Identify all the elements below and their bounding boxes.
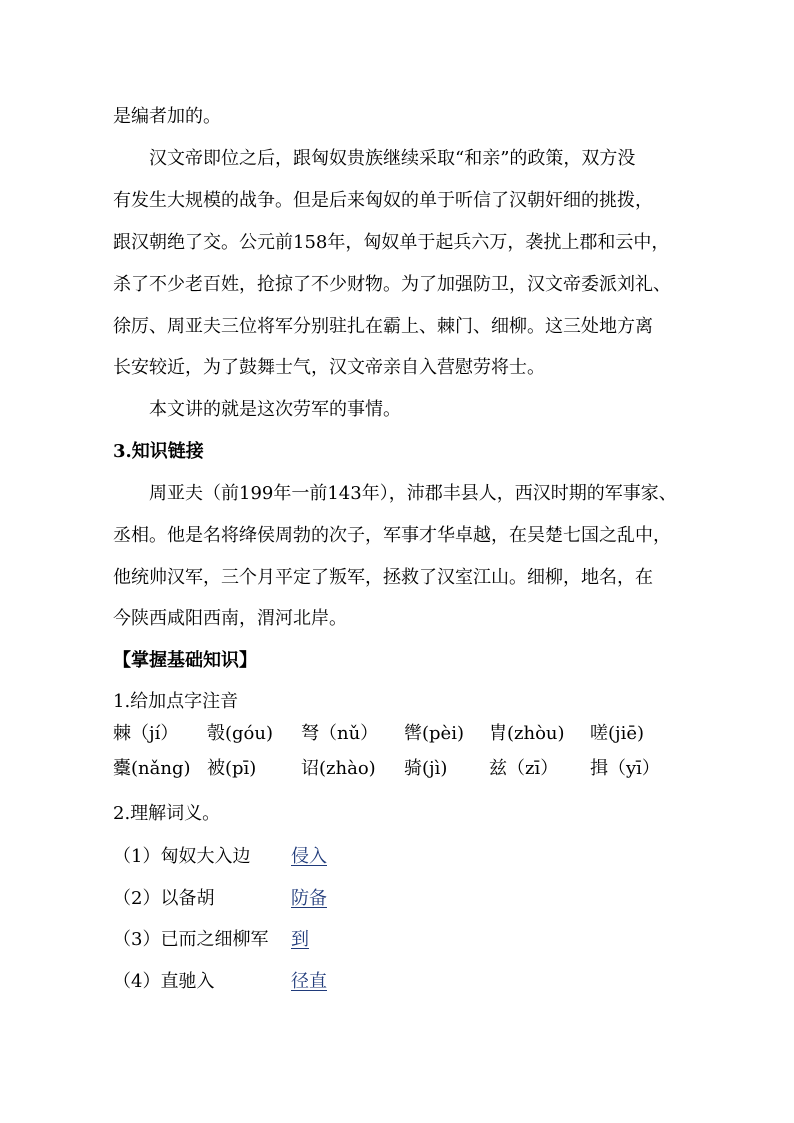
section-heading: 3.知识链接	[113, 441, 204, 462]
paragraph-line: 跟汉朝绝了交。公元前158年，匈奴单于起兵六万，袭扰上郡和云中，	[113, 232, 670, 253]
question-title: 1.给加点字注音	[113, 691, 239, 712]
vocab-prompt: （4）直驰入	[113, 971, 215, 992]
pinyin-item: 兹（zī）	[489, 758, 559, 779]
vocab-answer: 防备	[291, 888, 327, 909]
paragraph-line: 本文讲的就是这次劳军的事情。	[149, 399, 401, 420]
paragraph-line: 徐厉、周亚夫三位将军分别驻扎在霸上、棘门、细柳。这三处地方离	[113, 316, 653, 337]
pinyin-item: 辔(pèi)	[404, 723, 464, 744]
paragraph-line: 今陕西咸阳西南，渭河北岸。	[113, 608, 347, 629]
pinyin-item: 骑(jì)	[404, 758, 448, 779]
pinyin-row	[0, 757, 794, 781]
section-heading: 【掌握基础知识】	[113, 650, 257, 671]
pinyin-item: 櫜(nǎng)	[113, 758, 191, 779]
question-title: 2.理解词义。	[113, 803, 221, 824]
vocab-answer: 侵入	[291, 846, 327, 867]
pinyin-item: 诏(zhào)	[301, 758, 376, 779]
paragraph-line: 汉文帝即位之后，跟匈奴贵族继续采取“和亲”的政策，双方没	[149, 148, 636, 169]
paragraph-line: 长安较近，为了鼓舞士气，汉文帝亲自入营慰劳将士。	[113, 357, 545, 378]
paragraph-line: 杀了不少老百姓，抢掠了不少财物。为了加强防卫，汉文帝委派刘礼、	[113, 274, 671, 295]
pinyin-item: 揖（yī）	[590, 758, 660, 779]
pinyin-row	[0, 722, 794, 746]
pinyin-item: 嗟(jiē)	[590, 723, 645, 744]
vocab-answer: 到	[291, 929, 309, 950]
vocab-answer: 径直	[291, 971, 327, 992]
pinyin-item: 弩（nǔ）	[301, 723, 379, 744]
pinyin-item: 被(pī)	[207, 758, 257, 779]
paragraph-line: 是编者加的。	[113, 106, 221, 127]
vocab-prompt: （1）匈奴大入边	[113, 846, 251, 867]
paragraph-line: 有发生大规模的战争。但是后来匈奴的单于听信了汉朝奸细的挑拨，	[113, 190, 653, 211]
paragraph-line: 周亚夫（前199年一前143年），沛郡丰县人，西汉时期的军事家、	[149, 483, 677, 504]
paragraph-line: 丞相。他是名将绛侯周勃的次子，军事才华卓越，在吴楚七国之乱中，	[113, 525, 671, 546]
vocab-prompt: （3）已而之细柳军	[113, 929, 269, 950]
pinyin-item: 棘（jí）	[113, 723, 179, 744]
pinyin-item: 彀(góu)	[207, 723, 273, 744]
pinyin-item: 胄(zhòu)	[489, 723, 565, 744]
paragraph-line: 他统帅汉军，三个月平定了叛军，拯救了汉室江山。细柳，地名，在	[113, 567, 653, 588]
vocab-prompt: （2）以备胡	[113, 888, 215, 909]
